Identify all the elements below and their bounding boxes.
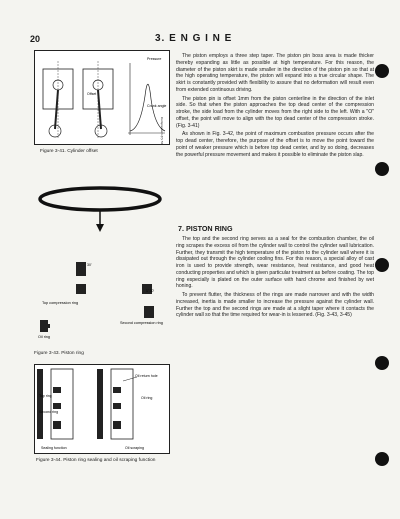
oil-ring-label: Oil ring [141, 396, 153, 400]
oil-return-hole-label: Oil return hole [135, 374, 158, 378]
figure-piston-ring [32, 258, 172, 344]
dimension-label: 1' 30' [146, 289, 155, 293]
binder-hole [375, 258, 389, 272]
ring-diagram [30, 182, 170, 237]
chapter-title: 3. E N G I N E [155, 33, 233, 44]
binder-hole [375, 64, 389, 78]
figure-caption: Figure 3-43. Piston ring [34, 351, 84, 356]
second-ring-label: Second ring [39, 410, 59, 414]
cylinder-offset-diagram [35, 51, 169, 144]
crank-angle-label: Crank angle [147, 104, 167, 108]
oil-scraping-label: Oil scraping [125, 446, 144, 450]
figure-caption: Figure 3-41. Cylinder offset [40, 149, 98, 154]
sealing-function-label: Sealing function [41, 446, 67, 450]
paragraph: The piston employs a three step taper. The piston pin boss area is made thicker thereby expanding as little as possible at high temperature. For this reason, the diameter of the piston skirt is made smaller in the direction of the piston pin so that at the high operating temperature, the piston will expand into a true circular shape. The skirt is constantly provided with flexibility to assure that no deformation will result even from extended continuous driving. [176, 53, 374, 93]
binder-hole [375, 452, 389, 466]
binder-hole [375, 162, 389, 176]
offset-label: Offset [87, 92, 97, 96]
oil-ring-label: Oil ring [38, 335, 51, 339]
page-number: 20 [30, 34, 41, 44]
ring-function-diagram [35, 365, 169, 453]
figure-cylinder-offset [34, 50, 170, 145]
section-heading: 7. PISTON RING [178, 224, 233, 233]
angle-label: 30' [87, 263, 92, 267]
body-text-lower [176, 236, 374, 321]
figure-ring-tension [30, 182, 170, 237]
paragraph: To prevent flutter, the thickness of the rings are made narrower and with the width increased, inertia is made smaller to increase the pressure against the cylinder wall. Further the top and the second rings are made at a slight taper where it contacts the cylinder wall so that the time required for wear-in is lessened. (Fig. 3-43, 3-45) [176, 292, 374, 319]
piston-ring-section-diagram [32, 258, 172, 344]
compression-label: Compression (P): 50 [160, 117, 164, 144]
figure-ring-function [34, 364, 170, 454]
paragraph: The top and the second ring serves as a seal for the combustion chamber, the oil ring scrapes the excess oil from the cylinder wall to control the cylinder wall lubrication. Further, they transmit the high temperature of the piston to the cylinder wall where it is dissipated out through the cylinder cooling fins. For this reason, a special alloy of cast iron is used to provide strength, wear resistance, heat resistance, and good heat conducting properties and which is given particular treatment as before coating. The top ring especially is plated on the outer surface with hard chrome and finished by wet honing. [176, 236, 374, 290]
pressure-label: Pressure [147, 57, 162, 61]
body-text-upper [176, 53, 374, 160]
paragraph: The piston pin is offset 1mm from the piston centerline in the direction of the inlet side. So that when the piston approaches the top dead center of the compression stroke, the side load from the cylinder moves from the right side to the left. With a "O" offset, the point will move to align with the top dead center of the compression stroke. (Fig. 3-41) [176, 95, 374, 129]
second-compression-ring-label: Second compression ring [120, 321, 163, 325]
binder-hole [375, 356, 389, 370]
paragraph: As shown in Fig. 3-42, the point of maximum combustion pressure occurs after the top dead center, therefore, the purpose of the offset is to move the point toward the point of weaker pressure which is before top dead center, and by so doing, decreases the powerful pressure movement and makes it possible to eliminate the piston slap. [176, 131, 374, 158]
figure-caption: Figure 3-44. Piston ring sealing and oil scraping function [36, 458, 156, 463]
top-ring-label: Top ring [39, 394, 52, 398]
top-compression-ring-label: Top compression ring [42, 301, 79, 305]
